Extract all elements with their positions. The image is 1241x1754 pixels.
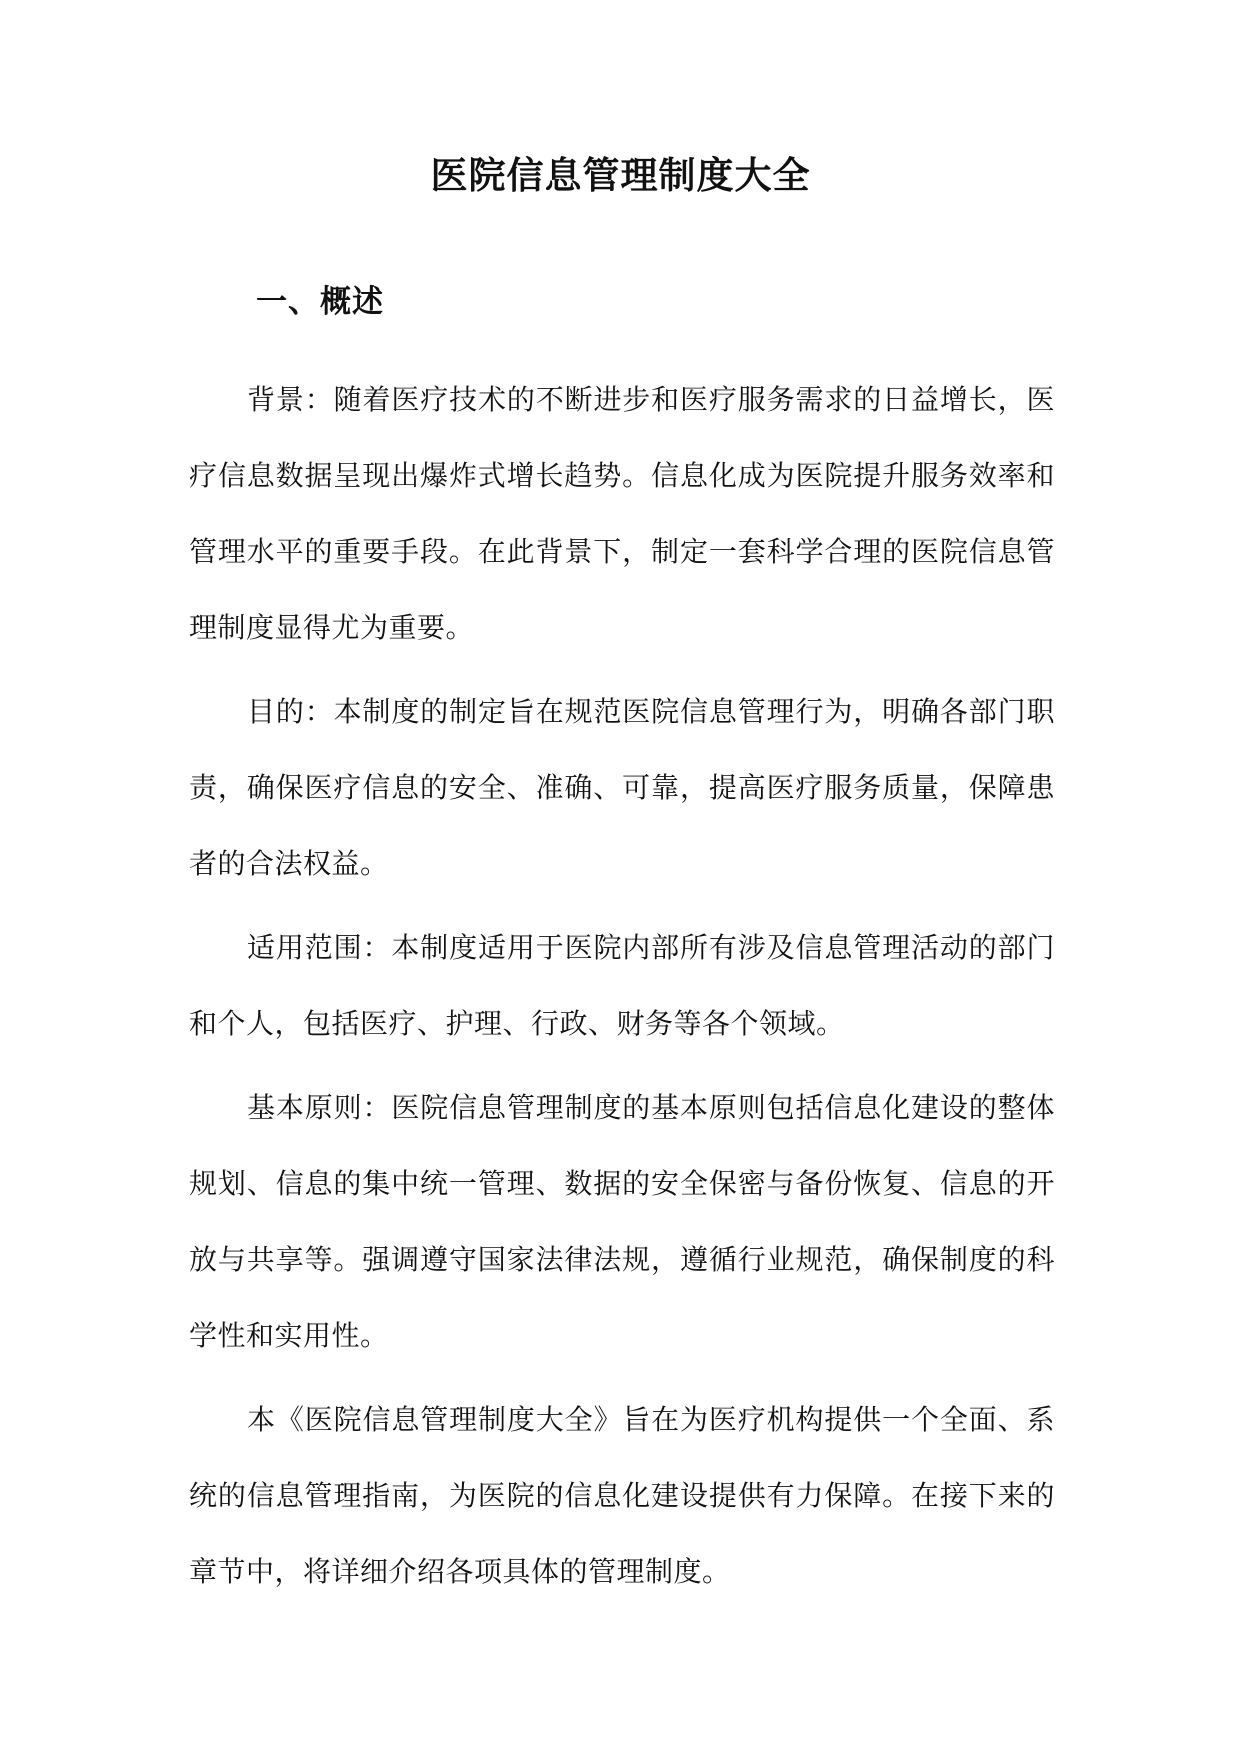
document-title: 医院信息管理制度大全 — [430, 153, 811, 197]
paragraph-purpose: 目的：本制度的制定旨在规范医院信息管理行为，明确各部门职责，确保医疗信息的安全、准确、可靠，提高医疗服务质量，保障患者的合法权益。 — [189, 695, 1055, 880]
paragraph-principles: 基本原则：医院信息管理制度的基本原则包括信息化建设的整体规划、信息的集中统一管理、数据的安全保密与备份恢复、信息的开放与共享等。强调遵守国家法律法规，遵循行业规范，确保制度的科学性和实用性。 — [189, 1091, 1055, 1352]
document-body — [189, 362, 1055, 1618]
paragraph-scope: 适用范围：本制度适用于医院内部所有涉及信息管理活动的部门和个人，包括医疗、护理、行政、财务等各个领域。 — [189, 931, 1055, 1040]
section-heading: 一、概述 — [256, 284, 384, 320]
paragraph-background: 背景：随着医疗技术的不断进步和医疗服务需求的日益增长，医疗信息数据呈现出爆炸式增长趋势。信息化成为医院提升服务效率和管理水平的重要手段。在此背景下，制定一套科学合理的医院信息管理制度显得尤为重要。 — [189, 383, 1055, 644]
paragraph-summary: 本《医院信息管理制度大全》旨在为医疗机构提供一个全面、系统的信息管理指南，为医院的信息化建设提供有力保障。在接下来的章节中，将详细介绍各项具体的管理制度。 — [189, 1403, 1055, 1588]
